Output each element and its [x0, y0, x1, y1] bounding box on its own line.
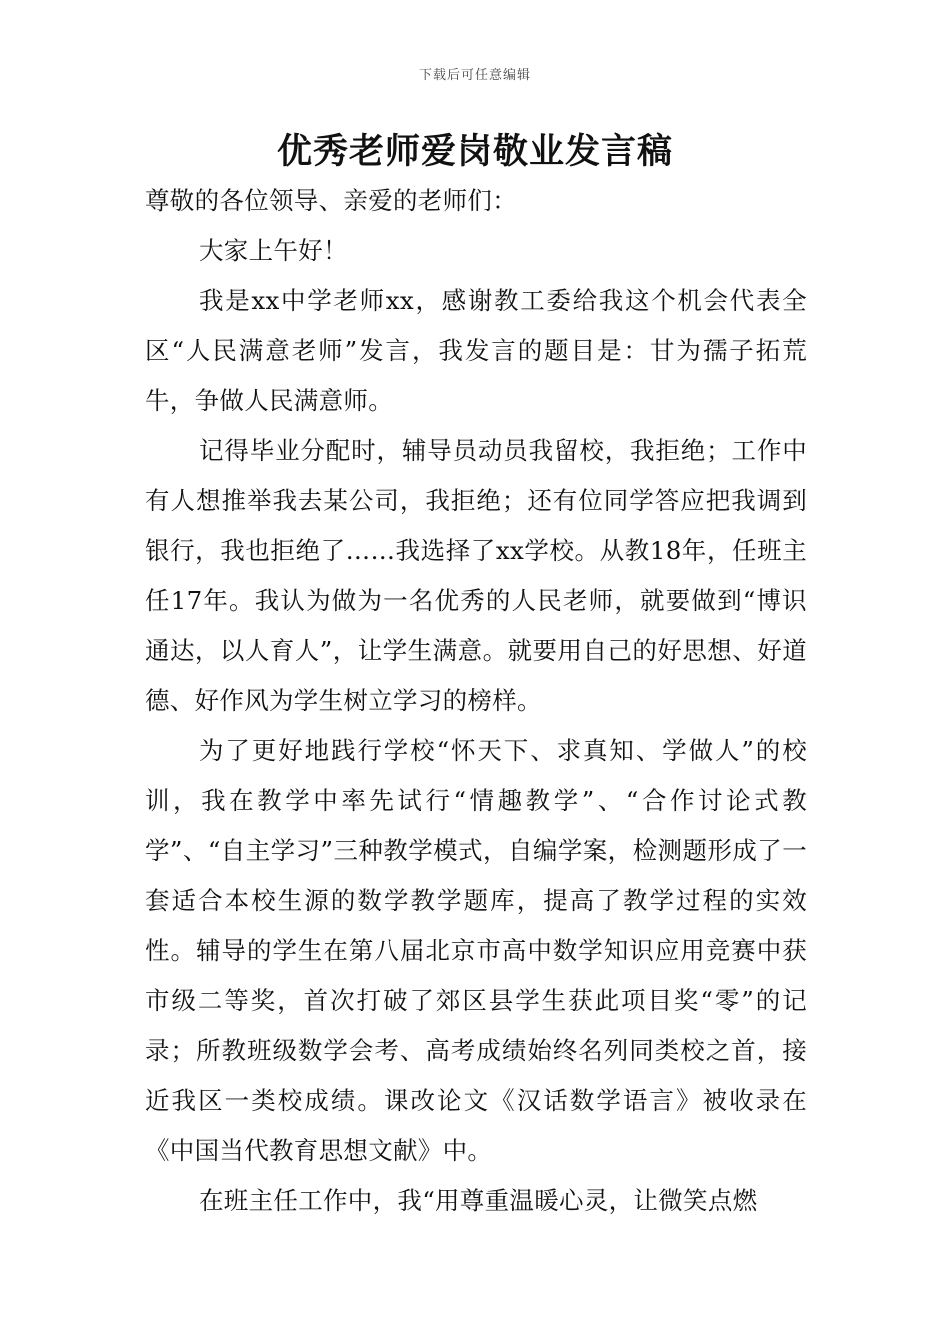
document-title: 优秀老师爱岗敬业发言稿 — [276, 132, 673, 172]
paragraph-career: 记得毕业分配时，辅导员动员我留校，我拒绝；工作中有人想推举我去某公司，我拒绝；还有位同学答应把我调到银行，我也拒绝了……我选择了xx学校。从教18年，任班主任17年。我认为做为一名优秀的人民老师，就要做到“博识通达，以人育人”，让学生满意。就要用自己的好思想、好道德、好作风为学生树立学习的榜样。 — [145, 436, 807, 715]
paragraph-intro: 我是xx中学老师xx，感谢教工委给我这个机会代表全区“人民满意老师”发言，我发言的题目是：甘为孺子拓荒牛，争做人民满意师。 — [145, 286, 807, 415]
paragraph-headteacher: 在班主任工作中，我“用尊重温暖心灵，让微笑点燃 — [199, 1186, 758, 1215]
header-note: 下载后可任意编辑 — [418, 68, 531, 83]
paragraph-teaching: 为了更好地践行学校“怀天下、求真知、学做人”的校训，我在教学中率先试行“情趣教学”、“合作讨论式教学”、“自主学习”三种教学模式，自编学案，检测题形成了一套适合本校生源的数学教学题库，提高了教学过程的实效性。辅导的学生在第八届北京市高中数学知识应用竞赛中获市级二等奖，首次打破了郊区县学生获此项目奖“零”的记录；所教班级数学会考、高考成绩始终名列同类校之首，接近我区一类校成绩。课改论文《汉话数学语言》被收录在《中国当代教育思想文献》中。 — [145, 736, 807, 1165]
salutation: 尊敬的各位领导、亲爱的老师们： — [145, 186, 517, 215]
paragraph-greeting: 大家上午好！ — [199, 236, 348, 265]
document-body — [145, 176, 807, 1226]
